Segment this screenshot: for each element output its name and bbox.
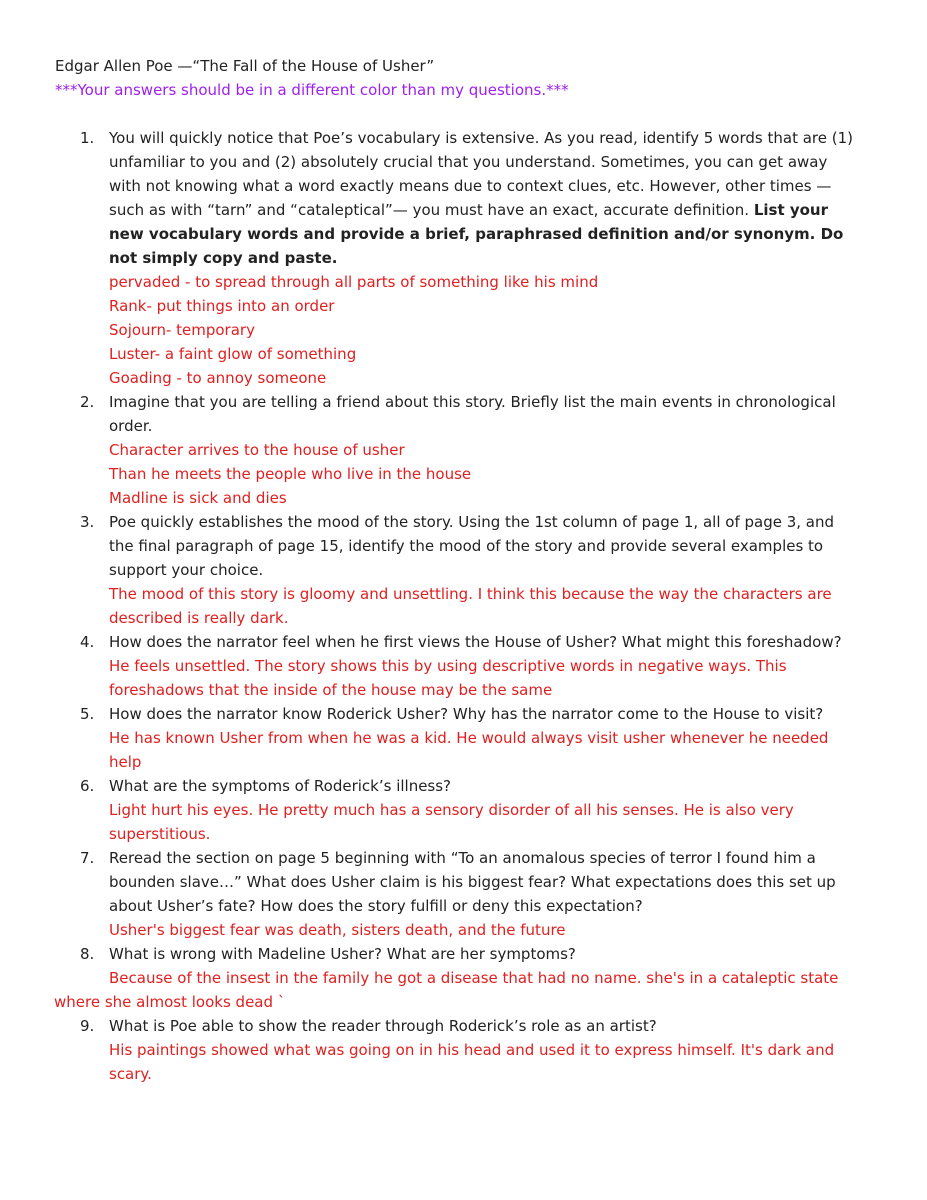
question-number: 2. [80,393,95,411]
answer-line: Madline is sick and dies [109,489,287,507]
question-number: 3. [80,513,95,531]
question-number: 5. [80,705,95,723]
question-number: 7. [80,849,95,867]
question-item-7 [0,846,927,942]
question-item-3 [0,510,927,630]
question-item-6 [0,774,927,846]
question-item-5 [0,702,927,774]
answer-line: He feels unsettled. The story shows this by using descriptive words in negative ways. This foreshadows that the inside of the house may be the same [109,657,787,699]
answer-line: Than he meets the people who live in the house [109,465,472,483]
instruction-note: ***Your answers should be in a different color than my questions.*** [55,81,569,99]
question-item-9 [0,1014,927,1086]
answer-line: The mood of this story is gloomy and unsettling. I think this because the way the characters are described is really dark. [109,585,832,627]
question-number: 4. [80,633,95,651]
question-text: What is wrong with Madeline Usher? What are her symptoms? [109,945,576,963]
question-text: How does the narrator know Roderick Usher? Why has the narrator come to the House to visit? [109,705,824,723]
question-item-2 [0,390,927,510]
answer-line: He has known Usher from when he was a kid. He would always visit usher whenever he needed help [109,729,829,771]
question-text: How does the narrator feel when he first views the House of Usher? What might this foreshadow? [109,633,842,651]
question-bold-instruction: List your new vocabulary words and provide a brief, paraphrased definition and/or synonym. Do not simply copy and paste. [109,201,844,267]
question-number: 6. [80,777,95,795]
question-item-8 [0,942,927,1014]
question-number: 1. [80,129,95,147]
question-list [0,126,927,1086]
question-text: Imagine that you are telling a friend about this story. Briefly list the main events in chronological order. [109,393,836,435]
question-number: 8. [80,945,95,963]
question-text: You will quickly notice that Poe’s vocabulary is extensive. As you read, identify 5 words that are (1) unfamiliar to you and (2) absolutely crucial that you understand. Sometimes, you can get away with not knowing what a word exactly means due to context clues, etc. However, other times — such as with “tarn” and “cataleptical”— you must have an exact, accurate definition. List your new vocabulary words and provide a brief, paraphrased definition and/or synonym. Do not simply copy and paste. [109,129,853,267]
answer-line: Character arrives to the house of usher [109,441,405,459]
answer-line: pervaded - to spread through all parts of something like his mind [109,273,599,291]
answer-line: Luster- a faint glow of something [109,345,357,363]
question-text: Reread the section on page 5 beginning with “To an anomalous species of terror I found him a bounden slave…” What does Usher claim is his biggest fear? What expectations does this set up about Usher’s fate? How does the story fulfill or deny this expectation? [109,849,836,915]
question-number: 9. [80,1017,95,1035]
question-item-4 [0,630,927,702]
question-text: What are the symptoms of Roderick’s illness? [109,777,452,795]
answer-line: Rank- put things into an order [109,297,335,315]
question-item-1 [0,126,927,390]
document-title: Edgar Allen Poe —“The Fall of the House of Usher” [55,57,435,75]
answer-line: Because of the insest in the family he got a disease that had no name. she's in a cataleptic state where she almost looks dead ` [54,969,839,1011]
question-text: What is Poe able to show the reader through Roderick’s role as an artist? [109,1017,657,1035]
answer-line: Light hurt his eyes. He pretty much has a sensory disorder of all his senses. He is also very superstitious. [109,801,794,843]
answer-line: Sojourn- temporary [109,321,255,339]
answer-line: Goading - to annoy someone [109,369,327,387]
answer-line: His paintings showed what was going on in his head and used it to express himself. It's dark and scary. [109,1041,835,1083]
question-text: Poe quickly establishes the mood of the story. Using the 1st column of page 1, all of page 3, and the final paragraph of page 15, identify the mood of the story and provide several examples to support your choice. [109,513,835,579]
answer-line: Usher's biggest fear was death, sisters death, and the future [109,921,566,939]
